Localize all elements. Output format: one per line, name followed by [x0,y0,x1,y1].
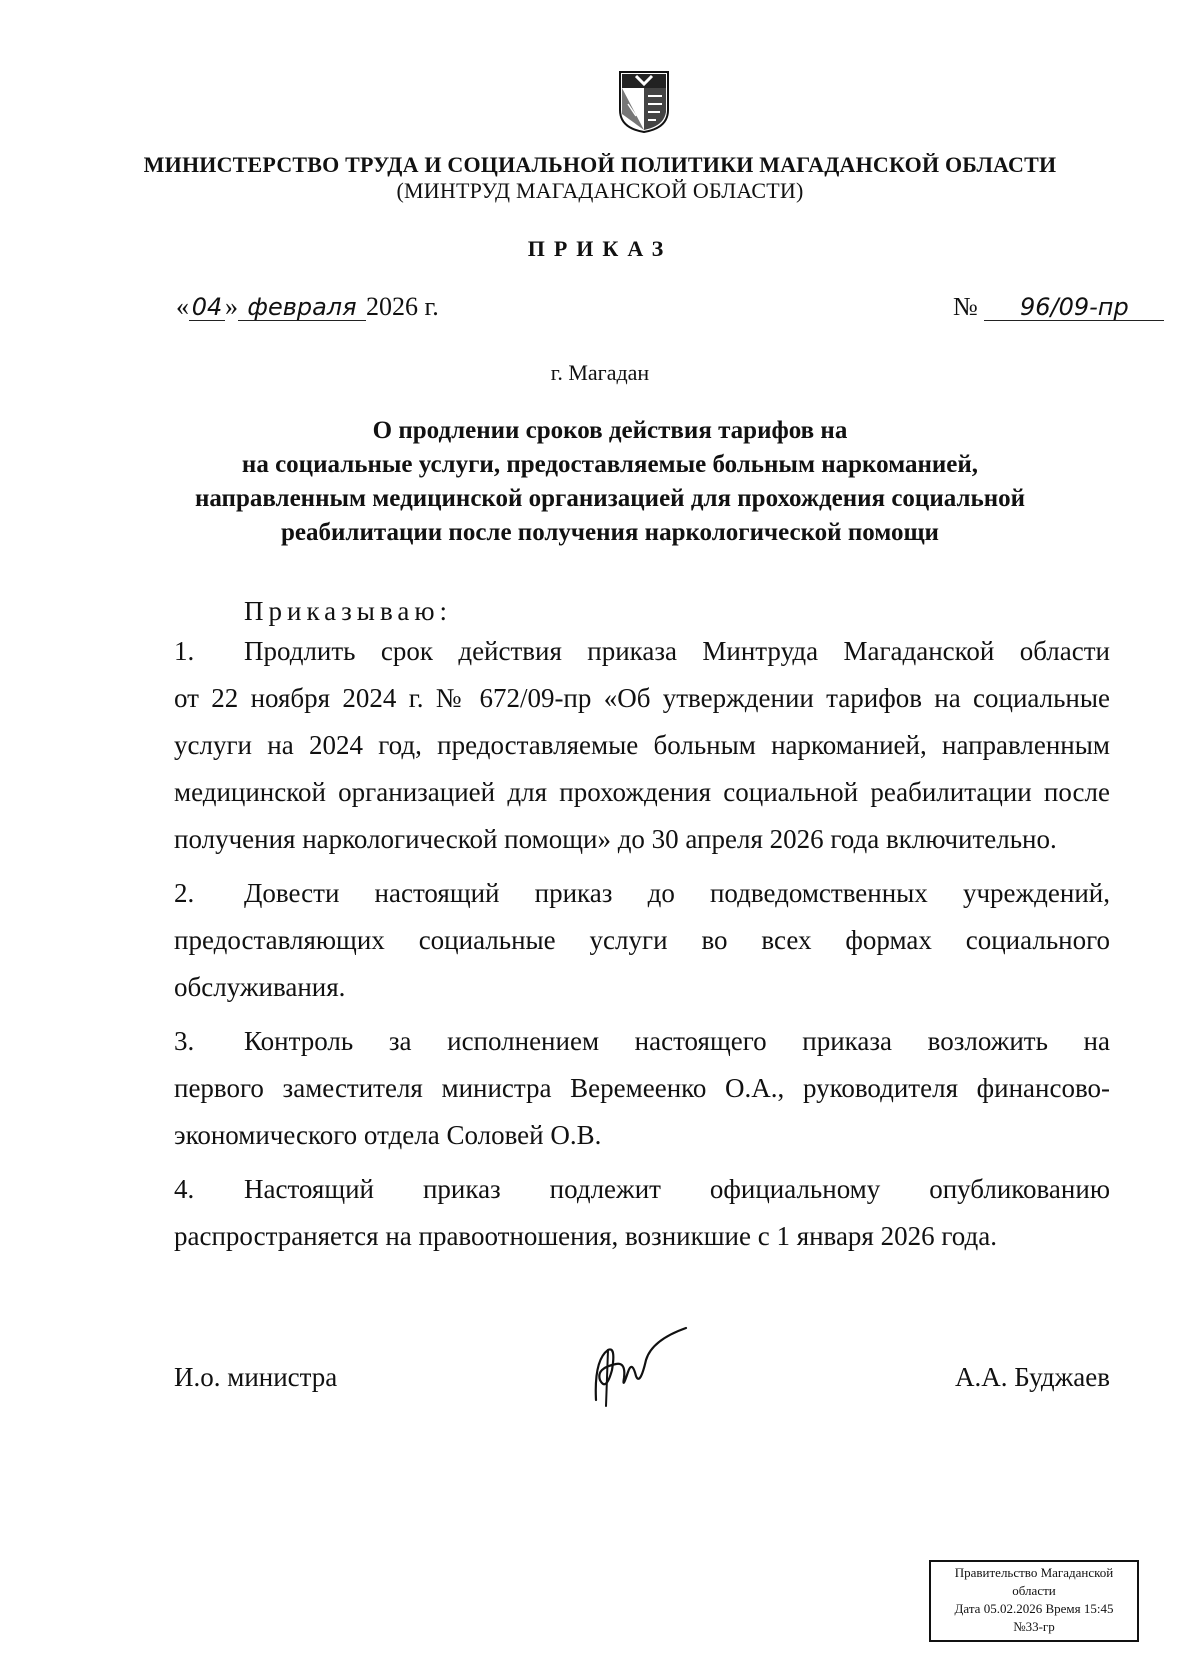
order-item-2 [174,870,1110,1011]
item-number: 1. [174,636,195,666]
stamp-line: области [1012,1583,1056,1598]
date-month-handwritten: февраля [238,294,366,321]
stamp-line: №33-гр [1013,1619,1055,1634]
preamble: Приказываю: [244,596,452,626]
subject-line: на социальные услуги, предоставляемые больным наркоманией, [241,451,979,478]
stamp-line: Правительство Магаданской [954,1565,1114,1580]
ministry-short-name: (МИНТРУД МАГАДАНСКОЙ ОБЛАСТИ) [396,178,804,203]
item-line: от 22 ноября 2024 г. № 672/09-пр «Об утверждении тарифов на социальные [174,683,1110,713]
order-item-3 [174,1018,1110,1159]
item-line: 2. Довести настоящий приказ до подведомственных учреждений, [174,870,1110,917]
signatory-name: А.А. Буджаев [955,1362,1110,1392]
ministry-name: МИНИСТЕРСТВО ТРУДА И СОЦИАЛЬНОЙ ПОЛИТИКИ МАГАДАНСКОЙ ОБЛАСТИ [143,152,1057,177]
item-line: обслуживания. [174,972,346,1002]
order-item-4 [174,1166,1110,1260]
date-day-handwritten: 04 [189,294,225,321]
item-line: предоставляющих социальные услуги во всех формах социального [174,925,1110,955]
item-line: медицинской организацией для прохождения социальной реабилитации после [174,777,1110,807]
item-line: услуги на 2024 год, предоставляемые больным наркоманией, направленным [174,730,1110,760]
registration-stamp [929,1560,1139,1642]
order-date [176,292,439,322]
date-close-quote: » [225,292,238,321]
handwritten-signature [586,1320,696,1410]
subject-line: О продлении сроков действия тарифов на [372,417,848,444]
item-number: 3. [174,1026,195,1056]
magadan-coat-of-arms-icon [618,70,670,134]
item-line: 3. Контроль за исполнением настоящего приказа возложить на [174,1018,1110,1065]
signatory-position: И.о. министра [174,1362,338,1392]
item-number: 2. [174,878,195,908]
order-item-1 [174,628,1110,863]
date-year: 2026 г. [366,292,439,321]
item-line: распространяется на правоотношения, возникшие с 1 января 2026 года. [174,1221,997,1251]
document-type-title: ПРИКАЗ [527,236,673,261]
item-number: 4. [174,1174,195,1204]
item-line: экономического отдела Соловей О.В. [174,1120,602,1150]
order-subject [150,414,1070,550]
subject-line: реабилитации после получения наркологической помощи [281,519,939,546]
city-line: г. Магадан [550,360,650,385]
item-line: 1. Продлить срок действия приказа Минтруда Магаданской области [174,628,1110,675]
item-line: 4. Настоящий приказ подлежит официальному опубликованию [174,1166,1110,1213]
item-line: первого заместителя министра Веремеенко О.А., руководителя финансово- [174,1073,1110,1103]
subject-line: направленным медицинской организацией для прохождения социальной [194,485,1026,512]
number-label: № [953,292,978,321]
item-line: получения наркологической помощи» до 30 апреля 2026 года включительно. [174,824,1057,854]
date-open-quote: « [176,292,189,321]
number-value-handwritten: 96/09-пр [984,294,1164,321]
stamp-line: Дата 05.02.2026 Время 15:45 [954,1601,1114,1616]
order-number [953,292,1164,322]
